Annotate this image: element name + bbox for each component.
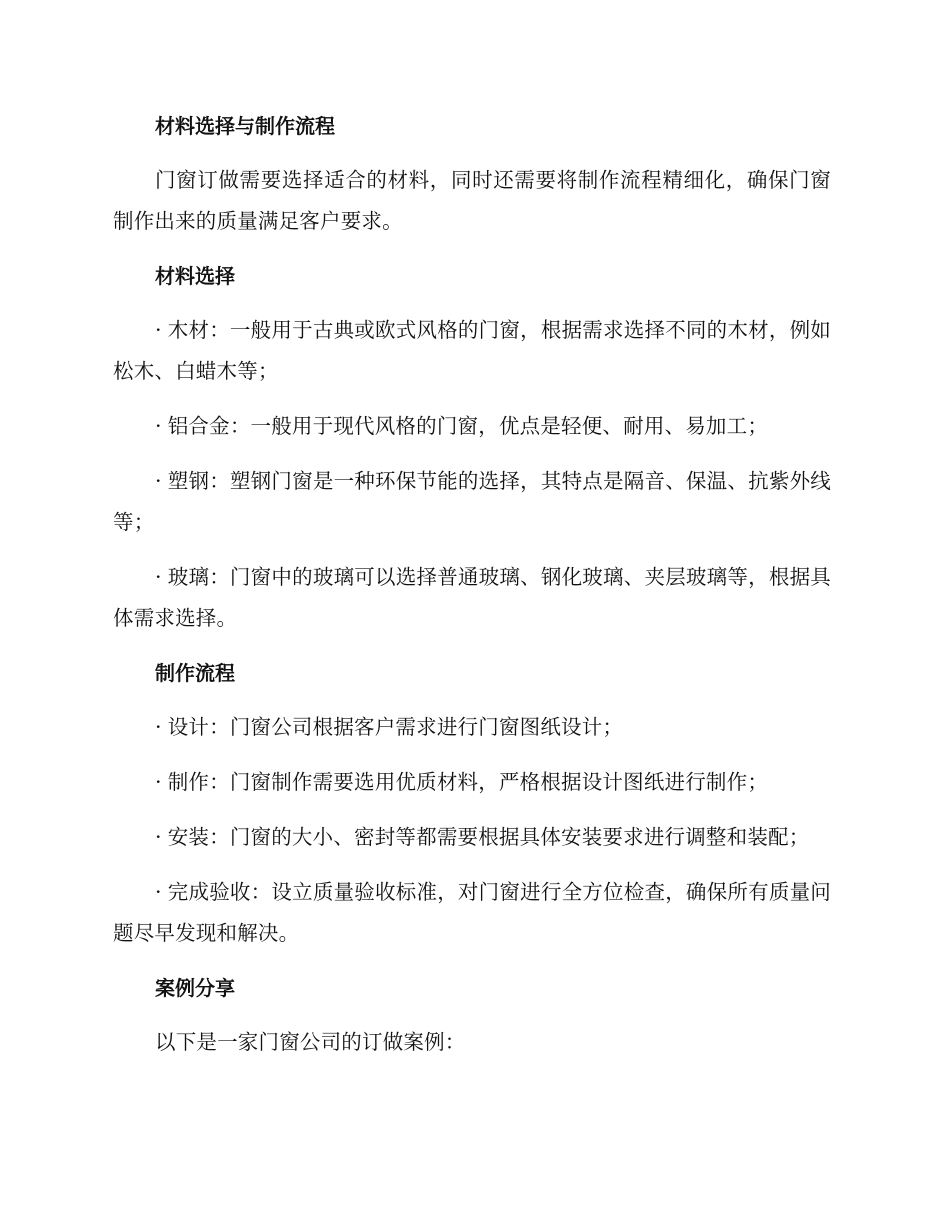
list-item-text: 木材：一般用于古典或欧式风格的门窗，根据需求选择不同的木材，例如松木、白蜡木等； (113, 318, 831, 383)
list-item-text: 铝合金：一般用于现代风格的门窗，优点是轻便、耐用、易加工； (167, 414, 769, 438)
list-item-text: 玻璃：门窗中的玻璃可以选择普通玻璃、钢化玻璃、夹层玻璃等，根据具体需求选择。 (113, 565, 831, 630)
document-page (113, 106, 831, 1063)
list-item-text: 塑钢：塑钢门窗是一种环保节能的选择，其特点是隔音、保温、抗紫外线等； (113, 469, 831, 534)
list-item-text: 设计：门窗公司根据客户需求进行门窗图纸设计； (167, 715, 624, 739)
list-item-text: 制作：门窗制作需要选用优质材料，严格根据设计图纸进行制作； (167, 770, 769, 794)
section-heading-process: 制作流程 (155, 661, 235, 685)
list-item-text: 完成验收：设立质量验收标准，对门窗进行全方位检查，确保所有质量问题尽早发现和解决。 (113, 880, 831, 945)
list-item (113, 762, 831, 803)
section-heading-materials-process: 材料选择与制作流程 (155, 114, 335, 138)
list-item (113, 707, 831, 748)
bullet-icon: · (155, 880, 162, 904)
list-item (113, 872, 831, 954)
case-intro-paragraph: 以下是一家门窗公司的订做案例： (155, 1030, 466, 1054)
list-item (113, 310, 831, 392)
bullet-icon: · (155, 825, 162, 849)
section-heading-case-sharing: 案例分享 (155, 976, 235, 1000)
intro-paragraph: 门窗订做需要选择适合的材料，同时还需要将制作流程精细化，确保门窗制作出来的质量满足客户要求。 (113, 168, 831, 233)
list-item (113, 406, 831, 447)
bullet-icon: · (155, 565, 162, 589)
bullet-icon: · (155, 770, 162, 794)
list-item (113, 817, 831, 858)
bullet-icon: · (155, 469, 162, 493)
bullet-icon: · (155, 715, 162, 739)
bullet-icon: · (155, 318, 162, 342)
bullet-icon: · (155, 414, 162, 438)
list-item-text: 安装：门窗的大小、密封等都需要根据具体安装要求进行调整和装配； (167, 825, 810, 849)
list-item (113, 461, 831, 543)
section-heading-materials: 材料选择 (155, 264, 235, 288)
list-item (113, 557, 831, 639)
